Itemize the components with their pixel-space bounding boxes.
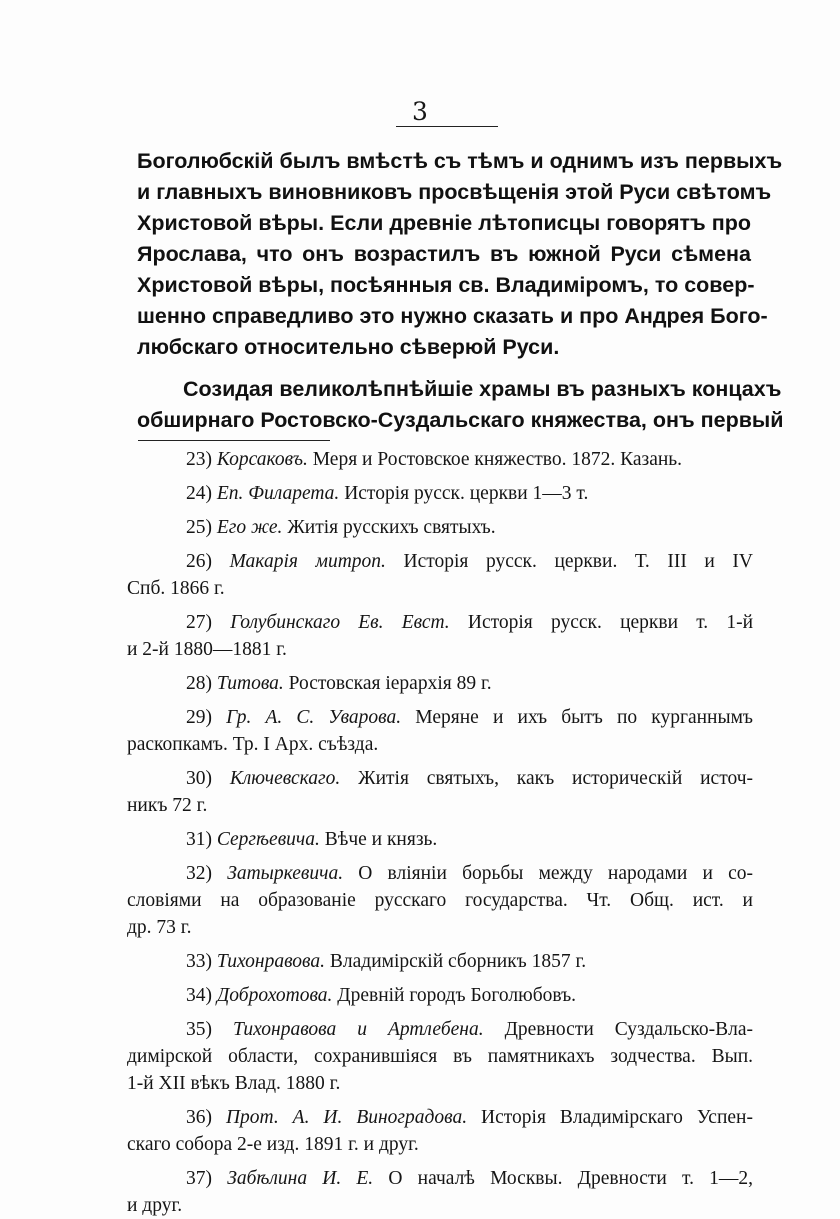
page-number: 3 [412,97,428,126]
footnote-line: словіями на образованіе русскаго государства. Чт. Общ. ист. и [127,890,753,911]
footnote-number: 32) [186,863,212,884]
main-text-line: и главныхъ виновниковъ просвѣщенія этой Руси свѣтомъ [137,180,772,204]
footnote-line [127,548,753,575]
footnote-author: Его же. [216,517,283,538]
footnote-author: Доброхотова. [216,985,333,1006]
footnote-text: Исторія русск. церкви т. 1-й [467,612,754,633]
footnote-line: димірской области, сохранившіяся въ памятникахъ зодчества. Вып. [127,1046,753,1067]
footnote-author: Ключевскаго. [229,768,341,789]
footnote-line: раскопкамъ. Тр. I Арх. съѣзда. [127,734,379,755]
footnote-gap [127,541,753,548]
footnote-text: О началѣ Москвы. Древности т. 1—2, [388,1168,754,1189]
footnote-line [127,480,753,507]
footnote-text: О вліяніи борьбы между народами и со- [358,863,753,884]
footnote-number: 36) [186,1107,212,1128]
footnote-line [127,1016,753,1043]
main-text-line: Христовой вѣры, посѣянныя св. Владиміромъ, то совер- [137,273,755,297]
footnote-author: Голубинскаго Ев. Евст. [230,612,450,633]
footnote [127,548,753,602]
footnote-text: Исторія русск. церкви 1—3 т. [344,483,589,504]
footnote-line [127,609,753,636]
footnote-number: 26) [186,551,212,572]
footnote-number: 29) [186,707,212,728]
footnote-gap [127,941,753,948]
footnote-gap [127,975,753,982]
footnote-text: Древній городъ Боголюбовъ. [337,985,577,1006]
footnote-line: др. 73 г. [127,917,192,938]
main-text-line: любскаго относительно сѣверюй Руси. [137,335,560,359]
main-text-line: Созидая великолѣпнѣйшіе храмы въ разныхъ концахъ [183,377,782,401]
footnote-author: Забѣлина И. Е. [227,1168,374,1189]
footnote-author: Гр. А. С. Уварова. [226,707,402,728]
footnote [127,860,753,941]
footnote-number: 27) [186,612,212,633]
footnote-gap [127,1009,753,1016]
footnote-number: 31) [186,829,212,850]
footnote-line: никъ 72 г. [127,795,208,816]
footnote-text: Житія русскихъ святыхъ. [287,517,496,538]
footnote-number: 35) [186,1019,212,1040]
footnote-line [127,948,753,975]
paragraph-gap [137,363,751,374]
footnote-number: 25) [186,517,212,538]
footnote-gap [127,853,753,860]
footnote-number: 37) [186,1168,212,1189]
main-text [137,146,784,436]
footnote-author: Титова. [216,673,284,694]
footnote-number: 30) [186,768,212,789]
footnote-author: Затыркевича. [227,863,344,884]
footnote [127,982,753,1009]
footnote-author: Тихонравова. [216,951,326,972]
footnotes [127,446,753,1219]
footnote [127,670,753,697]
header-rule [396,126,498,127]
footnote-gap [127,1097,753,1104]
footnote-author: Еп. Филарета. [216,483,340,504]
footnote-line: скаго собора 2-е изд. 1891 г. и друг. [127,1134,419,1155]
main-text-line: обширнаго Ростовско-Суздальскаго княжества, онъ первый [137,408,784,432]
footnote-text: Вѣче и князь. [324,829,438,850]
footnote-text: Меря и Ростовское княжество. 1872. Казань. [312,449,683,470]
footnote [127,826,753,853]
footnote [127,1104,753,1158]
footnote-line [127,826,753,853]
footnote-gap [127,1158,753,1165]
footnote-line [127,1165,753,1192]
main-text-line: Ярослава, что онъ возрастилъ въ южной Руси сѣмена [137,242,751,266]
footnote-line [127,982,753,1009]
footnote-number: 33) [186,951,212,972]
footnote [127,1016,753,1097]
footnote-line [127,670,753,697]
footnote-gap [127,602,753,609]
footnote-gap [127,758,753,765]
footnote-text: Исторія Владимірскаго Успен- [481,1107,753,1128]
footnote-line: и друг. [127,1195,183,1216]
footnote-line: Спб. 1866 г. [127,578,225,599]
footnote-line: 1-й XII вѣкъ Влад. 1880 г. [127,1073,341,1094]
footnote-gap [127,473,753,480]
footnote-line [127,514,753,541]
footnote-text: Исторія русск. церкви. Т. III и IV [403,551,753,572]
footnote-text: Житія святыхъ, какъ историческій источ- [358,768,754,789]
footnote-author: Прот. А. И. Виноградова. [225,1107,468,1128]
footnote-number: 28) [186,673,212,694]
footnote-author: Тихонравова и Артлебена. [232,1019,484,1040]
footnote-text: Ростовская іерархія 89 г. [288,673,492,694]
footnote-rule [138,440,330,441]
footnote-line [127,446,753,473]
footnote [127,480,753,507]
footnote-author: Корсаковъ. [216,449,308,470]
footnote-text: Меряне и ихъ бытъ по курганнымъ [415,707,754,728]
footnote [127,704,753,758]
footnote-number: 34) [186,985,212,1006]
footnote-line: и 2-й 1880—1881 г. [127,639,287,660]
footnote-line [127,704,753,731]
footnote-gap [127,507,753,514]
footnote-gap [127,697,753,704]
footnote-line [127,1104,753,1131]
footnote [127,446,753,473]
footnote-line [127,860,753,887]
footnote-gap [127,663,753,670]
footnote [127,1165,753,1219]
main-text-line: Боголюбскій былъ вмѣстѣ съ тѣмъ и однимъ изъ первыхъ [137,149,783,173]
footnote-number: 24) [186,483,212,504]
footnote [127,765,753,819]
footnote [127,948,753,975]
footnote-author: Сергѣевича. [216,829,320,850]
footnote-number: 23) [186,449,212,470]
main-text-line: шенно справедливо это нужно сказать и про Андрея Бого- [137,304,768,328]
footnote-line [127,765,753,792]
footnote-text: Владимірскій сборникъ 1857 г. [329,951,587,972]
main-text-line: Христовой вѣры. Если древніе лѣтописцы говорятъ про [137,211,751,235]
footnote-text: Древности Суздальско-Вла- [504,1019,754,1040]
footnote-author: Макарія митроп. [229,551,386,572]
footnote [127,514,753,541]
footnote [127,609,753,663]
footnote-gap [127,819,753,826]
